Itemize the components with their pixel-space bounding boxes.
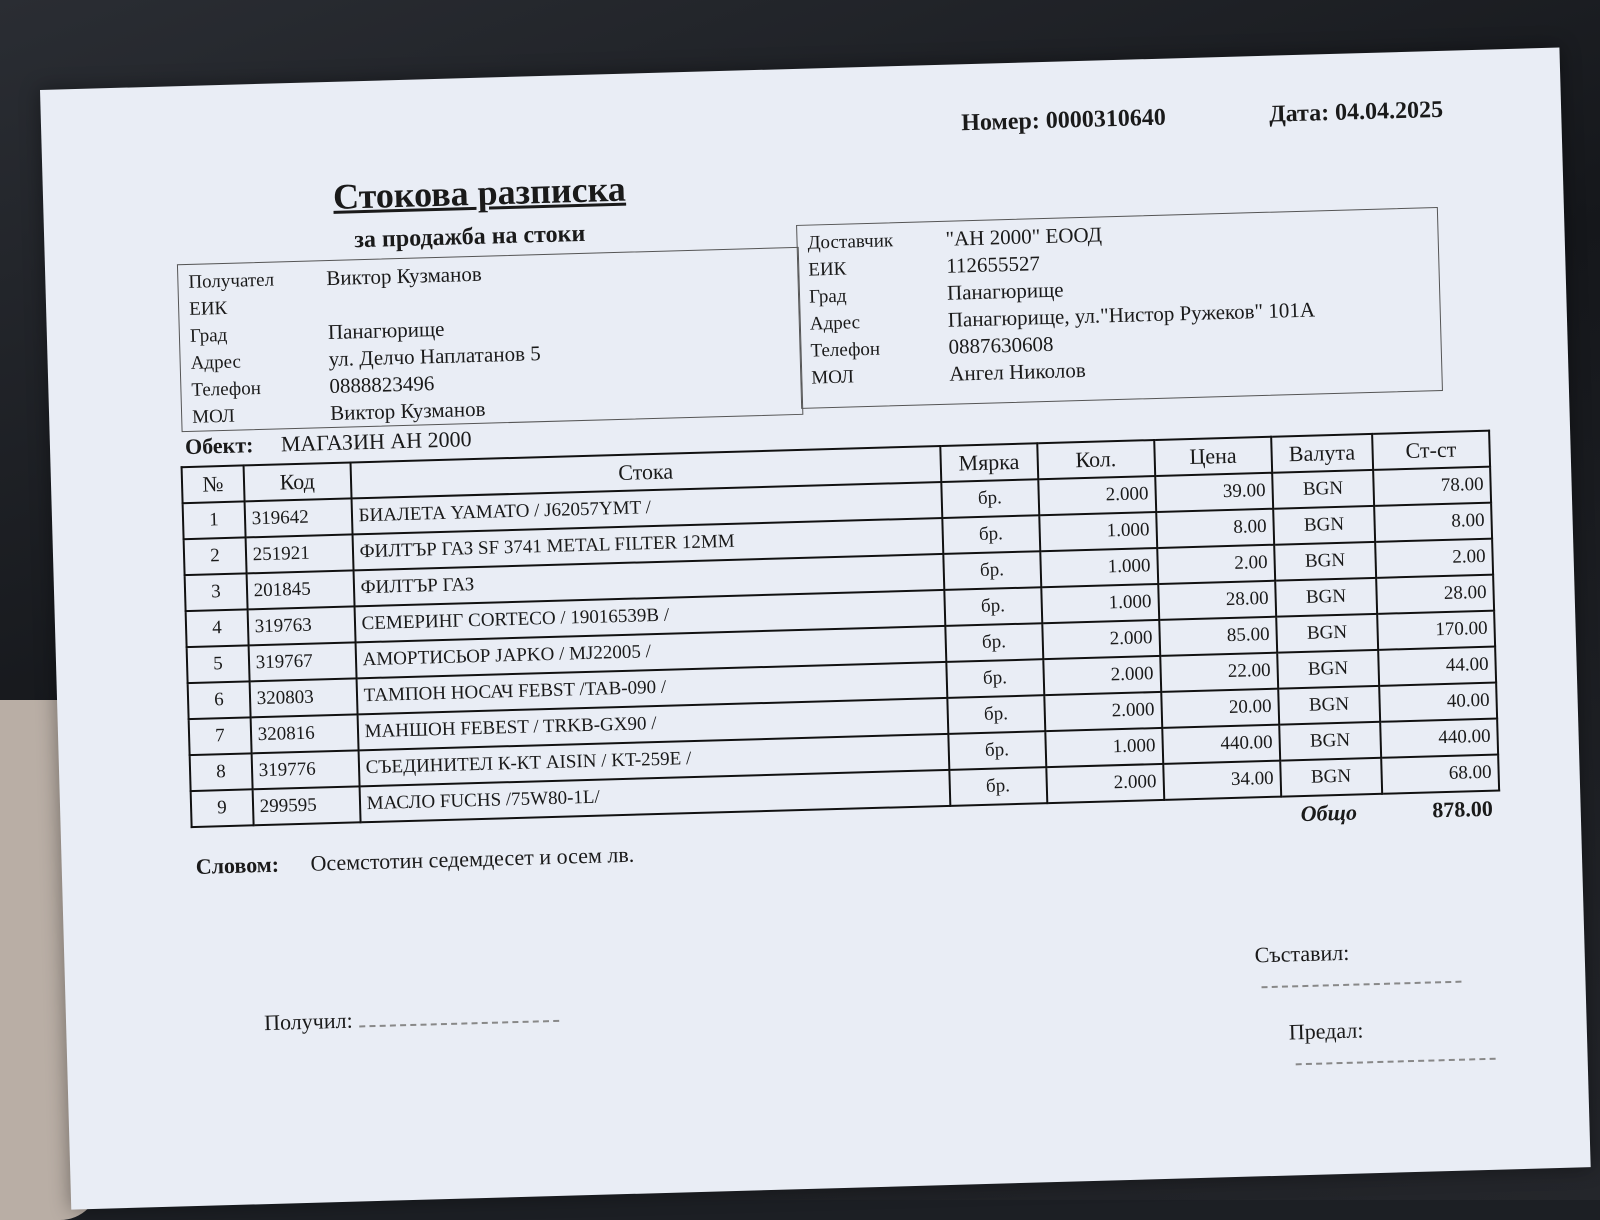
cell-amount: 440.00 [1380,719,1498,758]
amount-in-words [195,842,634,880]
cell-qty: 1.000 [1041,584,1159,623]
field-label: ЕИК [808,258,847,281]
field-label: Адрес [190,351,242,374]
object-line [185,426,472,460]
col-header-currency: Валута [1271,434,1373,473]
cell-price: 85.00 [1159,617,1277,656]
number-label: Номер: [960,108,1041,137]
cell-currency: BGN [1279,722,1381,761]
field-value: Панагюрище [946,277,1064,305]
cell-item: БИАЛЕТА YAMATO / J62057YMT / [351,482,942,534]
cell-unit: бр. [947,695,1045,734]
received-label: Получил: [263,1007,353,1036]
cell-qty: 2.000 [1043,656,1161,695]
field-label: Доставчик [807,230,894,254]
col-header-code: Код [243,462,351,501]
cell-no: 8 [190,753,253,791]
cell-unit: бр. [944,587,1042,626]
cell-item: ТАМПОН НОСАЧ FEBST /TAB-090 / [356,662,947,714]
field-label: Телефон [810,338,881,362]
cell-code: 319763 [247,606,355,645]
cell-qty: 1.000 [1040,548,1158,587]
cell-unit: бр. [949,767,1047,806]
cell-amount: 28.00 [1376,575,1494,614]
col-header-amount: Ст-ст [1372,431,1490,470]
cell-price: 8.00 [1156,509,1274,548]
total-label: Общо [1300,799,1358,827]
cell-price: 440.00 [1162,725,1280,764]
field-label: Телефон [191,377,262,401]
cell-item: АМОРТИСЬОР JAPKO / MJ22005 / [355,626,946,678]
cell-currency: BGN [1272,470,1374,509]
field-label: Град [808,285,847,308]
total-value: 878.00 [1431,795,1494,823]
cell-price: 2.00 [1157,545,1275,584]
cell-currency: BGN [1276,614,1378,653]
cell-no: 3 [185,573,248,611]
col-header-qty: Кол. [1037,440,1155,479]
cell-currency: BGN [1277,650,1379,689]
cell-code: 319642 [244,498,352,537]
col-header-price: Цена [1154,437,1272,476]
cell-amount: 44.00 [1378,647,1496,686]
cell-item: СЪЕДИНИТЕЛ К-КТ AISIN / KT-259E / [358,734,949,786]
composed-label: Съставил: [1254,939,1350,968]
cell-code: 201845 [246,570,354,609]
field-label: МОЛ [811,366,855,389]
cell-amount: 40.00 [1379,683,1497,722]
signature-composed [1254,934,1545,994]
cell-item: ФИЛТЪР ГАЗ [353,554,944,606]
cell-unit: бр. [941,479,1039,518]
cell-code: 251921 [245,534,353,573]
receipt-sheet [141,95,1520,1045]
field-value: 112655527 [945,251,1041,278]
col-header-unit: Мярка [940,443,1038,482]
cell-unit: бр. [945,623,1043,662]
cell-qty: 2.000 [1046,764,1164,803]
items-table [181,430,1501,828]
field-value: 0887630608 [948,331,1054,359]
field-value: Виктор Кузманов [329,396,486,426]
cell-amount: 2.00 [1375,539,1493,578]
field-value: "АН 2000" ЕООД [945,222,1103,251]
cell-unit: бр. [942,515,1040,554]
field-label: МОЛ [191,405,236,428]
cell-item: СЕМЕРИНГ CORTECO / 19016539B / [354,590,945,642]
cell-no: 5 [187,645,250,683]
recipient-box [177,247,803,432]
signature-line [1261,967,1461,989]
cell-currency: BGN [1274,542,1376,581]
cell-amount: 170.00 [1377,611,1495,650]
cell-code: 319776 [251,750,359,789]
cell-qty: 2.000 [1038,476,1156,515]
field-label: Получател [188,269,275,293]
cell-item: ФИЛТЪР ГАЗ SF 3741 METAL FILTER 12MM [352,518,943,570]
cell-price: 34.00 [1163,761,1281,800]
field-value: Ангел Николов [948,357,1087,386]
number-value: 0000310640 [1045,104,1167,134]
cell-currency: BGN [1273,506,1375,545]
cell-no: 2 [184,537,247,575]
words-label: Словом: [195,851,280,879]
cell-item: МАНШОН FEBEST / TRKB-GX90 / [357,698,948,750]
date-value: 04.04.2025 [1334,96,1444,126]
cell-code: 320816 [250,714,358,753]
cell-amount: 68.00 [1381,755,1499,794]
document-subtitle: за продажба на стоки [353,220,586,254]
cell-no: 1 [183,501,246,539]
cell-qty: 1.000 [1045,728,1163,767]
document-number [961,105,1166,138]
field-value: Виктор Кузманов [326,261,483,291]
cell-price: 22.00 [1160,653,1278,692]
cell-price: 39.00 [1155,473,1273,512]
cell-code: 299595 [252,786,360,825]
field-label: Град [189,324,228,347]
cell-unit: бр. [946,659,1044,698]
field-value: 0888823496 [329,371,435,399]
total-line [1300,796,1493,827]
cell-code: 320803 [249,678,357,717]
field-label: ЕИК [188,297,228,320]
cell-qty: 2.000 [1044,692,1162,731]
cell-currency: BGN [1280,758,1382,797]
cell-amount: 78.00 [1373,467,1491,506]
supplier-box [796,207,1443,409]
cell-no: 6 [188,681,251,719]
object-label: Обект: [184,432,254,460]
field-value: ул. Делчо Наплатанов 5 [328,341,542,372]
cell-qty: 2.000 [1042,620,1160,659]
signature-received [264,1002,559,1036]
col-header-item: Стока [350,446,941,498]
cell-unit: бр. [943,551,1041,590]
cell-no: 7 [189,717,252,755]
date-label: Дата: [1268,100,1330,128]
object-value: МАГАЗИН АН 2000 [280,426,472,457]
signature-line [358,1006,558,1028]
signature-line [1295,1044,1495,1066]
cell-unit: бр. [948,731,1046,770]
cell-amount: 8.00 [1374,503,1492,542]
cell-currency: BGN [1278,686,1380,725]
signature-handed [1288,1012,1547,1071]
field-label: Адрес [809,312,861,335]
cell-currency: BGN [1275,578,1377,617]
cell-qty: 1.000 [1039,512,1157,551]
receipt-paper [40,48,1591,1210]
document-date [1269,97,1444,129]
cell-price: 20.00 [1161,689,1279,728]
field-value: Панагюрище, ул."Нистор Ружеков" 101А [947,297,1316,332]
cell-item: МАСЛО FUCHS /75W80-1L/ [359,770,950,822]
handed-label: Предал: [1288,1017,1364,1045]
cell-no: 4 [186,609,249,647]
document-title: Стокова разписка [332,168,627,217]
col-header-no: № [182,465,245,503]
cell-no: 9 [191,789,254,827]
field-value: Панагюрище [327,316,445,345]
cell-code: 319767 [248,642,356,681]
cell-price: 28.00 [1158,581,1276,620]
words-value: Осемстотин седемдесет и осем лв. [310,841,635,876]
